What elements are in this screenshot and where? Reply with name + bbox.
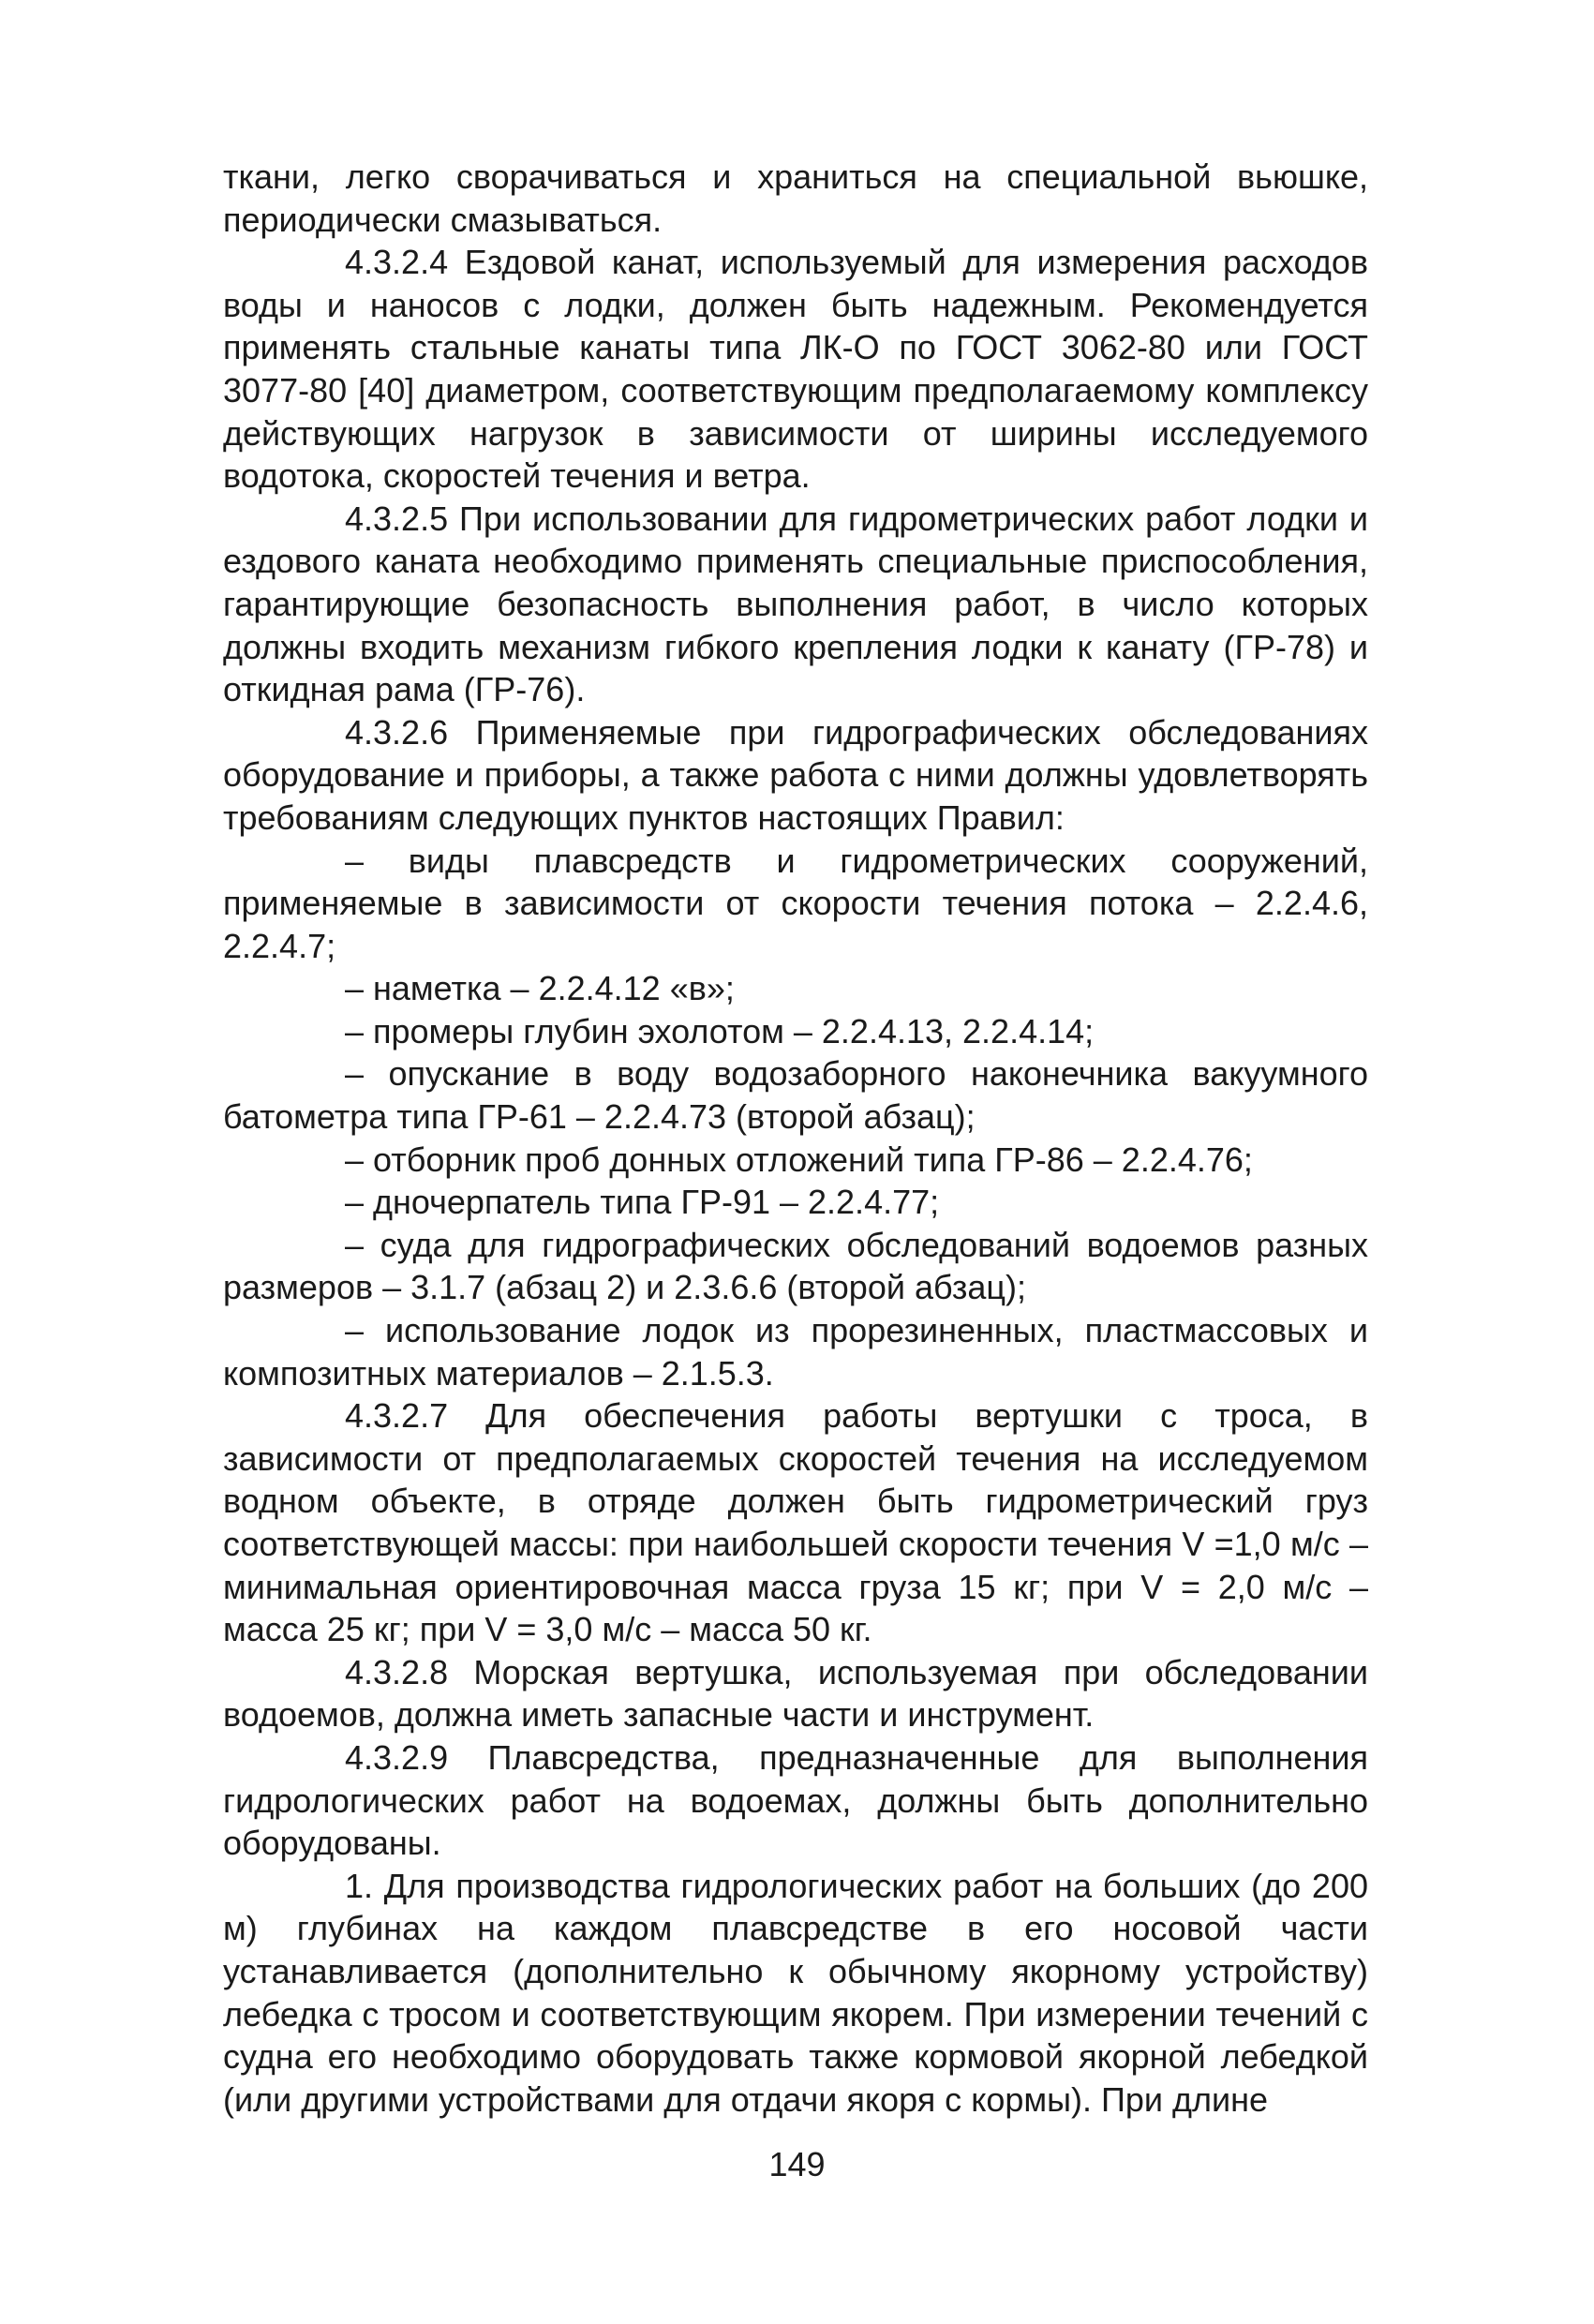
paragraph-continuation: ткани, легко сворачиваться и храниться на специальной вьюшке, периодически смазываться. bbox=[223, 157, 1368, 239]
paragraph-item-1: 1. Для производства гидрологических работ на больших (до 200 м) глубинах на каждом плавсредстве в его носовой части устанавливается (дополнительно к обычному якорному устройству) лебедка с тросом и соответствующим якорем. При измерении течений с судна его необходимо оборудовать также кормовой якорной лебедкой (или другими устройствами для отдачи якоря с кормы). При длине bbox=[223, 1866, 1368, 2119]
list-item: – опускание в воду водозаборного наконечника вакуумного батометра типа ГР-61 – 2.2.4.73 (второй абзац); bbox=[223, 1054, 1368, 1137]
list-item: – суда для гидрографических обследований водоемов разных размеров – 3.1.7 (абзац 2) и 2.3.6.6 (второй абзац); bbox=[223, 1225, 1368, 1307]
page-body bbox=[223, 156, 1368, 2121]
paragraph-4-3-2-4: 4.3.2.4 Ездовой канат, используемый для измерения расходов воды и наносов с лодки, должен быть надежным. Рекомендуется применять стальные канаты типа ЛК-О по ГОСТ 3062-80 или ГОСТ 3077-80 [40] диаметром, соответствующим предполагаемому комплексу действующих нагрузок в зависимости от ширины исследуемого водотока, скоростей течения и ветра. bbox=[223, 243, 1368, 496]
list-item: – наметка – 2.2.4.12 «в»; bbox=[345, 969, 735, 1008]
page-number: 149 bbox=[768, 2145, 826, 2183]
list-item: – промеры глубин эхолотом – 2.2.4.13, 2.2.4.14; bbox=[345, 1011, 1095, 1050]
paragraph-4-3-2-7: 4.3.2.7 Для обеспечения работы вертушки с троса, в зависимости от предполагаемых скоростей течения на исследуемом водном объекте, в отряде должен быть гидрометрический груз соответствующей массы: при наибольшей скорости течения V =1,0 м/с – минимальная ориентировочная масса груза 15 кг; при V = 2,0 м/с – масса 25 кг; при V = 3,0 м/с – масса 50 кг. bbox=[223, 1396, 1368, 1649]
paragraph-4-3-2-6: 4.3.2.6 Применяемые при гидрографических обследованиях оборудование и приборы, а также работа с ними должны удовлетворять требованиям следующих пунктов настоящих Правил: bbox=[223, 712, 1368, 837]
list-item: – использование лодок из прорезиненных, пластмассовых и композитных материалов – 2.1.5.3. bbox=[223, 1311, 1368, 1393]
paragraph-4-3-2-9: 4.3.2.9 Плавсредства, предназначенные для выполнения гидрологических работ на водоемах, должны быть дополнительно оборудованы. bbox=[223, 1737, 1368, 1863]
list-item: – виды плавсредств и гидрометрических сооружений, применяемые в зависимости от скорости течения потока – 2.2.4.6, 2.2.4.7; bbox=[223, 841, 1368, 965]
list-item: – дночерпатель типа ГР-91 – 2.2.4.77; bbox=[345, 1183, 940, 1222]
list-item: – отборник проб донных отложений типа ГР-86 – 2.2.4.76; bbox=[345, 1140, 1253, 1179]
paragraph-4-3-2-5: 4.3.2.5 При использовании для гидрометрических работ лодки и ездового каната необходимо применять специальные приспособления, гарантирующие безопасность выполнения работ, в число которых должны входить механизм гибкого крепления лодки к канату (ГР-78) и откидная рама (ГР-76). bbox=[223, 499, 1368, 709]
paragraph-4-3-2-8: 4.3.2.8 Морская вертушка, используемая при обследовании водоемов, должна иметь запасные части и инструмент. bbox=[223, 1652, 1368, 1735]
